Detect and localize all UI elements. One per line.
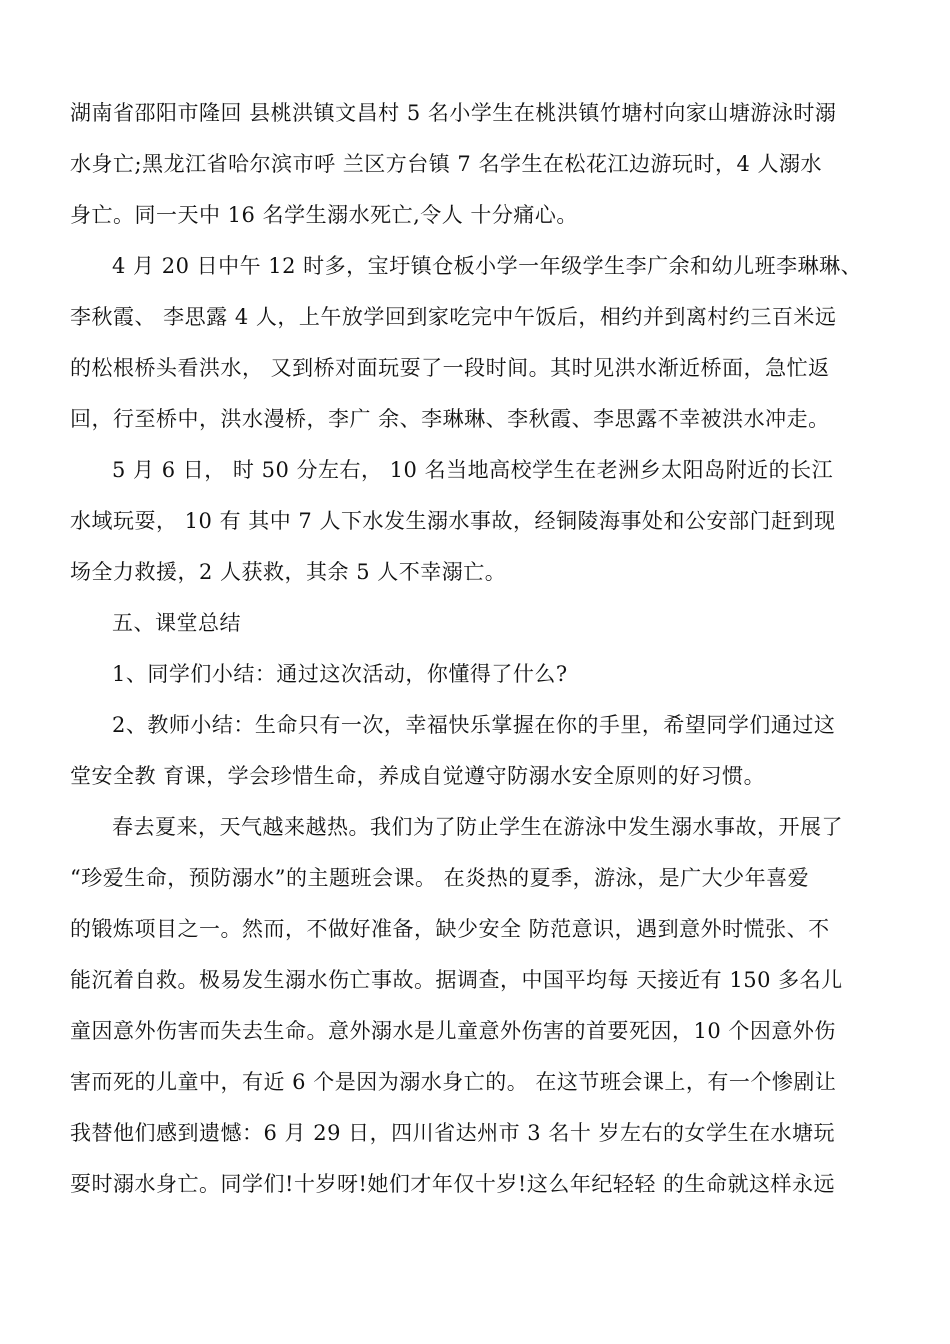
text-line: 水身亡;黑龙江省哈尔滨市呼 兰区方台镇 7 名学生在松花江边游玩时，4 人溺水 [70, 152, 822, 176]
text-line: 春去夏来，天气越来越热。我们为了防止学生在游泳中发生溺水事故，开展了 [112, 815, 843, 839]
section-heading: 五、课堂总结 [112, 611, 241, 635]
text-line: 我替他们感到遗憾：6 月 29 日，四川省达州市 3 名十 岁左右的女学生在水塘玩 [70, 1121, 835, 1145]
text-line: 堂安全教 育课，学会珍惜生命，养成自觉遵守防溺水安全原则的好习惯。 [70, 764, 766, 788]
text-line: 童因意外伤害而失去生命。意外溺水是儿童意外伤害的首要死因，10 个因意外伤 [70, 1019, 836, 1043]
text-line: 李秋霞、 李思露 4 人，上午放学回到家吃完中午饭后，相约并到离村约三百米远 [70, 305, 837, 329]
text-line: 身亡。同一天中 16 名学生溺水死亡,令人 十分痛心。 [70, 203, 578, 227]
text-line: 的松根桥头看洪水， 又到桥对面玩耍了一段时间。其时见洪水渐近桥面，急忙返 [70, 356, 830, 380]
text-line: 1、同学们小结：通过这次活动，你懂得了什么? [112, 662, 568, 686]
text-line: 场全力救援，2 人获救，其余 5 人不幸溺亡。 [70, 560, 507, 584]
text-line: 耍时溺水身亡。同学们!十岁呀!她们才年仅十岁!这么年纪轻轻 的生命就这样永远 [70, 1172, 835, 1196]
text-line: 4 月 20 日中午 12 时多，宝圩镇仓板小学一年级学生李广余和幼儿班李琳琳、 [112, 254, 863, 278]
text-line: 水域玩耍， 10 有 其中 7 人下水发生溺水事故，经铜陵海事处和公安部门赶到现 [70, 509, 836, 533]
text-line: 湖南省邵阳市隆回 县桃洪镇文昌村 5 名小学生在桃洪镇竹塘村向家山塘游泳时溺 [70, 101, 837, 125]
text-line: 能沉着自救。极易发生溺水伤亡事故。据调查，中国平均每 天接近有 150 多名儿 [70, 968, 843, 992]
text-line: “珍爱生命，预防溺水”的主题班会课。 在炎热的夏季，游泳，是广大少年喜爱 [70, 866, 810, 890]
text-line: 的锻炼项目之一。然而，不做好准备，缺少安全 防范意识，遇到意外时慌张、不 [70, 917, 830, 941]
text-line: 害而死的儿童中，有近 6 个是因为溺水身亡的。 在这节班会课上，有一个惨剧让 [70, 1070, 837, 1094]
document-body [70, 88, 885, 1210]
text-line: 2、教师小结：生命只有一次，幸福快乐掌握在你的手里，希望同学们通过这 [112, 713, 836, 737]
text-line: 回，行至桥中，洪水漫桥，李广 余、李琳琳、李秋霞、李思露不幸被洪水冲走。 [70, 407, 830, 431]
text-line: 5 月 6 日， 时 50 分左右， 10 名当地高校学生在老洲乡太阳岛附近的长江 [112, 458, 834, 482]
